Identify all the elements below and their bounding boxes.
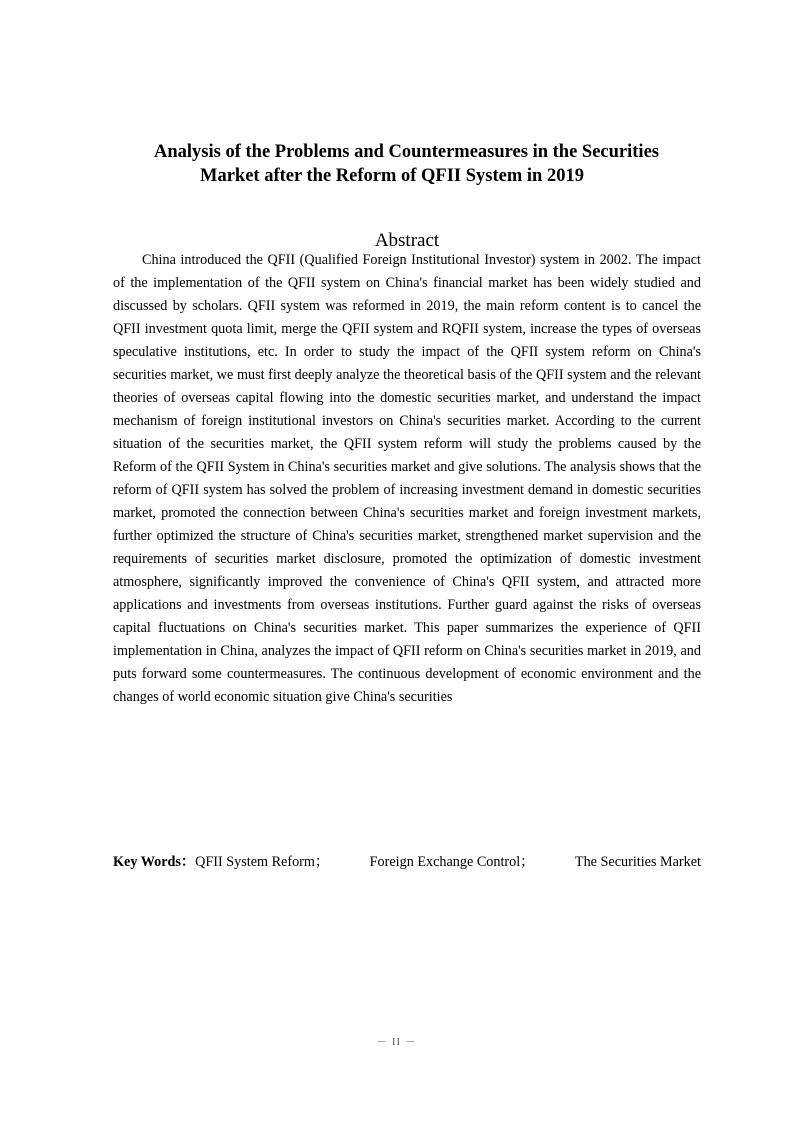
keywords-label-group xyxy=(113,851,329,874)
page-number: － II － xyxy=(376,1036,417,1048)
keyword-item: Foreign Exchange Control； xyxy=(369,854,535,870)
paper-title xyxy=(113,140,701,188)
keyword-item: QFII System Reform； xyxy=(195,854,330,870)
title-line-1: Analysis of the Problems and Countermeasures in the Securities xyxy=(154,142,659,162)
keywords-line xyxy=(113,851,701,874)
abstract-body: China introduced the QFII (Qualified Foreign Institutional Investor) system in 2002. The impact of the implementation of the QFII system on China's financial market has been widely studied and discussed by scholars. QFII system was reformed in 2019, the main reform content is to cancel the QFII investment quota limit, merge the QFII system and RQFII system, increase the types of overseas speculative institutions, etc. In order to study the impact of the QFII system reform on China's securities market, we must first deeply analyze the theoretical basis of the QFII system and the relevant theories of overseas capital flowing into the domestic securities market, and understand the impact mechanism of foreign institutional investors on China's securities market. According to the current situation of the securities market, the QFII system reform will study the problems caused by the Reform of the QFII System in China's securities market and give solutions. The analysis shows that the reform of QFII system has solved the problem of increasing investment demand in domestic securities market, promoted the connection between China's securities market and foreign investment markets, further optimized the structure of China's securities market, strengthened market supervision and the requirements of securities market disclosure, promoted the optimization of domestic investment atmosphere, significantly improved the convenience of China's QFII system, and attracted more applications and investments from overseas institutions. Further guard against the risks of overseas capital fluctuations on China's securities market. This paper summarizes the experience of QFII implementation in China, analyzes the impact of QFII reform on China's securities market in 2019, and puts forward some countermeasures. The continuous development of economic environment and the changes of world economic situation give China's securities xyxy=(113,252,701,705)
keywords-label: Key Words： xyxy=(113,854,196,870)
keyword-item: The Securities Market xyxy=(574,854,701,870)
title-line-2: Market after the Reform of QFII System in 2019 xyxy=(200,166,584,186)
abstract-heading: Abstract xyxy=(374,230,440,251)
